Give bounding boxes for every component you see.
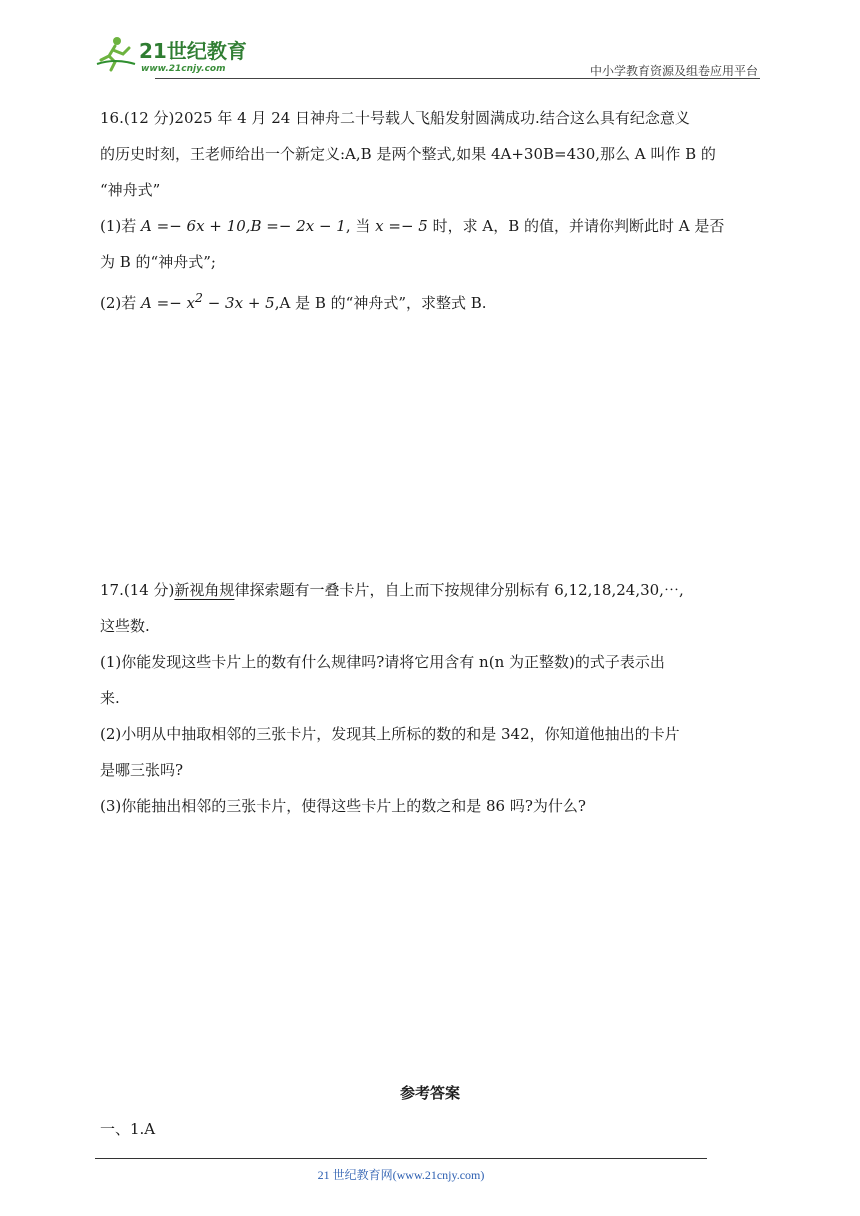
q16-part-2: (2)若 $A =- x^2 - 3x + 5,A$ 是 B 的“神舟式”，求整式 B.	[100, 290, 487, 312]
page-header	[95, 30, 760, 80]
svg-text:www.21cnjy.com: www.21cnjy.com	[141, 64, 226, 74]
header-divider	[155, 78, 760, 79]
svg-text:21世纪教育: 21世纪教育	[139, 39, 247, 63]
q17-part-1-line-2: 来.	[100, 689, 120, 707]
footer-divider	[95, 1158, 707, 1159]
site-name: 中小学教育资源及组卷应用平台	[589, 64, 758, 78]
q16-line-3: “神舟式”	[100, 181, 161, 199]
q16-math-a: $A =- x^2 - 3x + 5$	[141, 290, 275, 312]
q16-part-1: (1)若 A =− 6x + 10,B =− 2x − 1, 当 x =− 5 时，求 A，B 的值，并请你判断此时 A 是否	[100, 217, 725, 235]
q17-part-3: (3)你能抽出相邻的三张卡片，使得这些卡片上的数之和是 86 吗?为什么?	[100, 797, 586, 815]
logo-21cnjy	[95, 34, 265, 74]
q16-math-ab: A =− 6x + 10,B =− 2x − 1	[141, 217, 346, 235]
q17-part-2-line-2: 是哪三张吗?	[100, 761, 184, 779]
question-17	[100, 572, 764, 824]
q17-line-1: 17.(14 分)新视角规律探索题有一叠卡片，自上而下按规律分别标有 6,12,18,24,30,⋯,	[100, 581, 684, 599]
q17-line-2: 这些数.	[100, 617, 150, 635]
question-16	[100, 100, 764, 321]
answers-title: 参考答案	[399, 1084, 460, 1102]
q16-math-x: x =− 5	[375, 217, 428, 235]
q17-part-1: (1)你能发现这些卡片上的数有什么规律吗?请将它用含有 n(n 为正整数)的式子表示出	[100, 653, 665, 671]
q16-line-1: 16.(12 分)2025 年 4 月 24 日神舟二十号载人飞船发射圆满成功.结合这么具有纪念意义	[100, 109, 690, 127]
answer-1: 一、1.A	[100, 1120, 156, 1138]
q17-part-2: (2)小明从中抽取相邻的三张卡片，发现其上所标的数的和是 342，你知道他抽出的卡片	[100, 725, 680, 743]
q16-part-1-line-2: 为 B 的“神舟式”;	[100, 253, 216, 271]
q17-underlined-tag: 新视角规	[174, 581, 235, 599]
q16-line-2: 的历史时刻，王老师给出一个新定义:A,B 是两个整式,如果 4A+30B=430,那么 A 叫作 B 的	[100, 145, 716, 163]
footer-link[interactable]: 21 世纪教育网(www.21cnjy.com)	[317, 1168, 485, 1182]
